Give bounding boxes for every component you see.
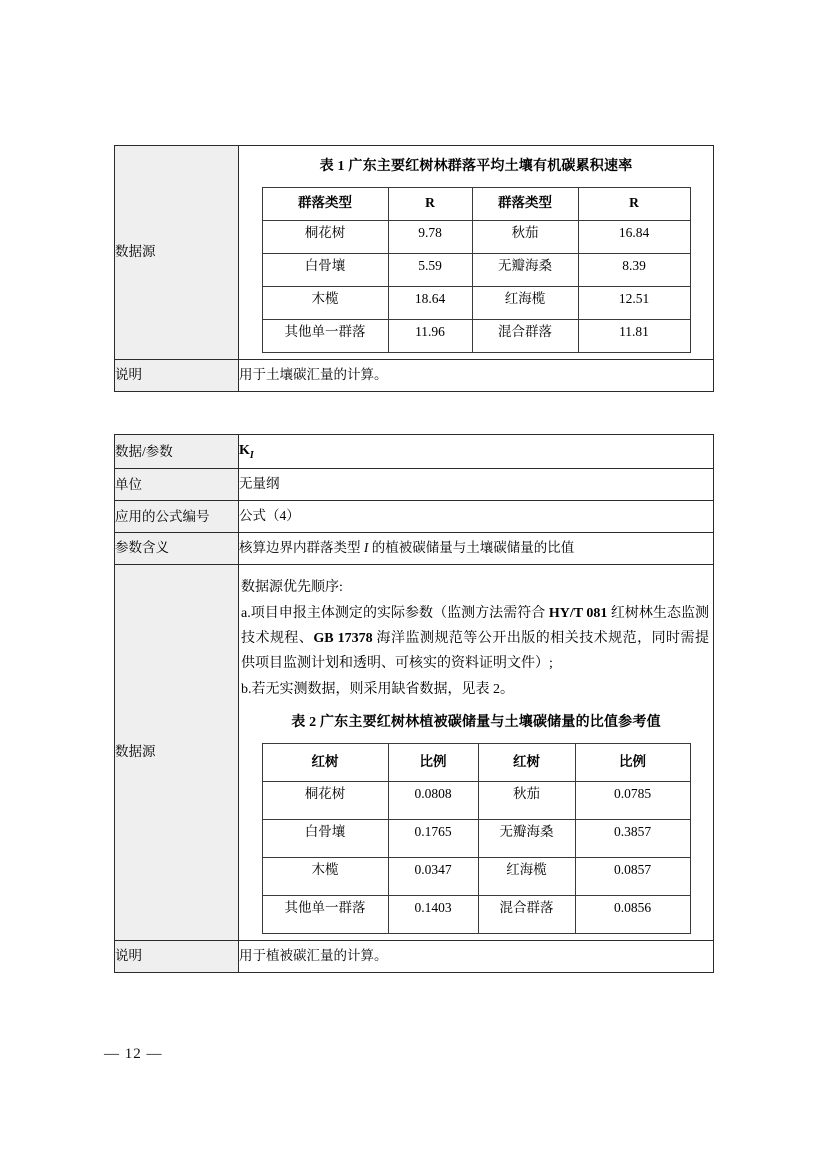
table1-cell: 18.64: [388, 286, 472, 319]
table1-header-cell: R: [578, 187, 690, 220]
parameter-table-1: [114, 145, 714, 392]
table2-cell: 0.0785: [575, 782, 690, 820]
table2-cell: 其他单一群落: [262, 896, 388, 934]
row-label-datasource-1: 数据源: [115, 146, 239, 360]
table1-wrapper: [239, 146, 713, 359]
table-row: [115, 533, 714, 565]
table2-cell: 木榄: [262, 858, 388, 896]
row-value-formula-number: 公式（4）: [239, 501, 714, 533]
row-label-unit: 单位: [115, 469, 239, 501]
row-value-note-2: 用于植被碳汇量的计算。: [239, 941, 714, 973]
table1-cell: 其他单一群落: [262, 319, 388, 352]
table-row: [115, 146, 714, 360]
table1: [262, 187, 691, 353]
row-value-datasource-2: [239, 565, 714, 941]
table-row: [115, 941, 714, 973]
row-value-data-parameter: [239, 435, 714, 469]
table1-header-row: [262, 187, 690, 220]
page-number: — 12 —: [104, 1046, 163, 1062]
table2-wrapper: [239, 702, 713, 940]
table2-cell: 0.3857: [575, 820, 690, 858]
table1-header-cell: 群落类型: [262, 187, 388, 220]
table2-header-row: [262, 744, 690, 782]
parameter-table-2: [114, 434, 714, 973]
table1-row: [262, 286, 690, 319]
table2-cell: 白骨壤: [262, 820, 388, 858]
row-value-note-1: 用于土壤碳汇量的计算。: [239, 359, 714, 391]
table1-cell: 12.51: [578, 286, 690, 319]
datasource-line-2: a.项目申报主体测定的实际参数（监测方法需符合 HY/T 081 红树林生态监测技术规程、GB 17378 海洋监测规范等公开出版的相关技术规范，同时需提供项目监测计划和透明、可核实的资料证明文件）;: [241, 605, 710, 672]
table2-row: [262, 782, 690, 820]
row-label-parameter-meaning: 参数含义: [115, 533, 239, 565]
table2-row: [262, 820, 690, 858]
table1-cell: 无瓣海桑: [472, 253, 578, 286]
row-value-parameter-meaning: [239, 533, 714, 565]
table2-cell: 0.0857: [575, 858, 690, 896]
datasource-line-3: b.若无实测数据，则采用缺省数据，见表 2。: [241, 681, 514, 697]
table1-cell: 桐花树: [262, 220, 388, 253]
table2-cell: 混合群落: [478, 896, 575, 934]
meaning-prefix: 核算边界内群落类型: [239, 540, 364, 556]
table1-cell: 11.96: [388, 319, 472, 352]
table-row: [115, 435, 714, 469]
table1-cell: 秋茄: [472, 220, 578, 253]
table2-header-cell: 比例: [388, 744, 478, 782]
row-label-note-1: 说明: [115, 359, 239, 391]
table2-row: [262, 896, 690, 934]
row-value-unit: 无量纲: [239, 469, 714, 501]
table1-row: [262, 253, 690, 286]
table2-cell: 0.0347: [388, 858, 478, 896]
parameter-symbol: $K_I$: [239, 443, 254, 461]
table2-cell: 0.1765: [388, 820, 478, 858]
table1-cell: 红海榄: [472, 286, 578, 319]
table2-cell: 0.0808: [388, 782, 478, 820]
meaning-suffix: 的植被碳储量与土壤碳储量的比值: [368, 540, 575, 556]
row-label-datasource-2: 数据源: [115, 565, 239, 941]
table2: [262, 743, 691, 934]
table1-header-cell: 群落类型: [472, 187, 578, 220]
table-row: [115, 359, 714, 391]
table-row: [115, 469, 714, 501]
table2-header-cell: 比例: [575, 744, 690, 782]
row-label-formula-number: 应用的公式编号: [115, 501, 239, 533]
table1-cell: 16.84: [578, 220, 690, 253]
table1-cell: 8.39: [578, 253, 690, 286]
table2-caption: 表 2 广东主要红树林植被碳储量与土壤碳储量的比值参考值: [291, 715, 661, 731]
table-row: [115, 565, 714, 941]
table2-header-cell: 红树: [478, 744, 575, 782]
meaning-variable: I: [363, 540, 369, 556]
table1-cell: 混合群落: [472, 319, 578, 352]
row-label-data-parameter: 数据/参数: [115, 435, 239, 469]
table1-cell: 白骨壤: [262, 253, 388, 286]
table2-cell: 秋茄: [478, 782, 575, 820]
table2-cell: 无瓣海桑: [478, 820, 575, 858]
table2-cell: 红海榄: [478, 858, 575, 896]
table1-row: [262, 220, 690, 253]
table-row: [115, 501, 714, 533]
datasource-text-block: [239, 565, 713, 702]
row-value-datasource-1: [239, 146, 714, 360]
table2-cell: 桐花树: [262, 782, 388, 820]
table2-cell: 0.1403: [388, 896, 478, 934]
table1-cell: 木榄: [262, 286, 388, 319]
table1-header-cell: R: [388, 187, 472, 220]
table1-cell: 11.81: [578, 319, 690, 352]
table1-caption: 表 1 广东主要红树林群落平均土壤有机碳累积速率: [319, 159, 633, 174]
datasource-line-1: 数据源优先顺序:: [241, 580, 343, 596]
table1-cell: 5.59: [388, 253, 472, 286]
table2-cell: 0.0856: [575, 896, 690, 934]
table2-header-cell: 红树: [262, 744, 388, 782]
table1-row: [262, 319, 690, 352]
row-label-note-2: 说明: [115, 941, 239, 973]
table2-row: [262, 858, 690, 896]
table1-cell: 9.78: [388, 220, 472, 253]
